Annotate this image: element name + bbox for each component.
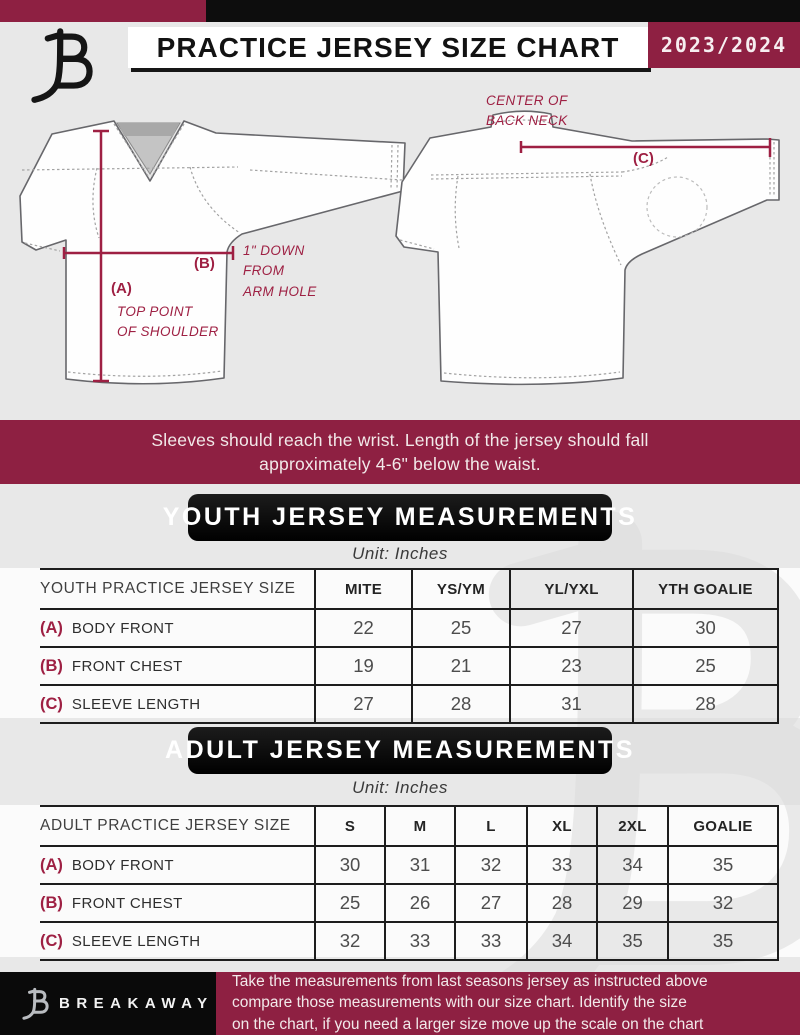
youth-section-title: YOUTH JERSEY MEASUREMENTS: [162, 503, 638, 531]
row-label: (C) SLEEVE LENGTH: [40, 922, 315, 960]
adult-section-title-box: [165, 727, 635, 774]
back-jersey-outline: [396, 111, 779, 384]
table-cell: 27: [510, 609, 633, 647]
breakaway-b-logo: [30, 26, 94, 106]
table-cell: 28: [527, 884, 597, 922]
fit-instruction-banner: [0, 420, 800, 484]
table-cell: 25: [633, 647, 778, 685]
col-header: YL/YXL: [510, 569, 633, 609]
footer-note-line-2: compare those measurements with our size chart. Identify the size: [232, 994, 687, 1012]
youth-unit-label: Unit: Inches: [352, 544, 448, 563]
measure-c-key: (C): [633, 150, 654, 167]
table-cell: 22: [315, 609, 412, 647]
table-cell: 30: [315, 846, 385, 884]
table-cell: 25: [315, 884, 385, 922]
front-collar-band: [118, 123, 179, 136]
table-cell: 35: [668, 922, 778, 960]
row-label: (B) FRONT CHEST: [40, 884, 315, 922]
col-header: MITE: [315, 569, 412, 609]
measure-a-caption: TOP POINT OF SHOULDER: [117, 304, 219, 340]
table-cell: 33: [527, 846, 597, 884]
col-header: S: [315, 806, 385, 846]
adult-unit-label: Unit: Inches: [352, 778, 448, 797]
page-title-box: [128, 27, 648, 68]
measure-a-key: (A): [111, 280, 132, 297]
adult-size-col-header: ADULT PRACTICE JERSEY SIZE: [40, 806, 315, 846]
col-header: 2XL: [597, 806, 668, 846]
table-row: [40, 846, 778, 884]
table-row: [40, 647, 778, 685]
adult-section-title: ADULT JERSEY MEASUREMENTS: [165, 736, 635, 764]
footer-note: [216, 972, 800, 1035]
season-label: 2023/2024: [660, 33, 788, 57]
table-cell: 27: [455, 884, 527, 922]
col-header: XL: [527, 806, 597, 846]
banner-line-1: Sleeves should reach the wrist. Length of the jersey should fall: [151, 429, 649, 450]
top-strip-maroon: [0, 0, 206, 22]
table-row: [40, 884, 778, 922]
youth-measurements-table: [40, 568, 779, 724]
footer-brand-block: [0, 972, 216, 1035]
top-strip-black: [206, 0, 800, 22]
table-cell: 21: [412, 647, 510, 685]
table-cell: 28: [412, 685, 510, 723]
measure-b-caption: 1" DOWN FROM ARM HOLE: [243, 243, 317, 299]
row-label: (B) FRONT CHEST: [40, 647, 315, 685]
table-cell: 34: [527, 922, 597, 960]
youth-header-row: [40, 569, 778, 609]
table-cell: 35: [597, 922, 668, 960]
youth-section-title-box: [162, 494, 638, 541]
col-header: L: [455, 806, 527, 846]
table-cell: 28: [633, 685, 778, 723]
table-cell: 31: [510, 685, 633, 723]
col-header: M: [385, 806, 455, 846]
table-cell: 26: [385, 884, 455, 922]
table-cell: 30: [633, 609, 778, 647]
table-cell: 34: [597, 846, 668, 884]
row-label: (A) BODY FRONT: [40, 846, 315, 884]
col-header: YS/YM: [412, 569, 510, 609]
page-title: PRACTICE JERSEY SIZE CHART: [156, 31, 620, 63]
col-header: GOALIE: [668, 806, 778, 846]
season-badge: [648, 22, 800, 68]
breakaway-b-logo-footer: [22, 987, 49, 1021]
table-cell: 32: [668, 884, 778, 922]
table-cell: 33: [455, 922, 527, 960]
table-cell: 32: [455, 846, 527, 884]
table-cell: 33: [385, 922, 455, 960]
table-row: [40, 922, 778, 960]
table-cell: 31: [385, 846, 455, 884]
col-header: YTH GOALIE: [633, 569, 778, 609]
table-cell: 27: [315, 685, 412, 723]
table-cell: 25: [412, 609, 510, 647]
jersey-diagrams: [0, 85, 800, 415]
measure-b-key: (B): [194, 255, 215, 272]
adult-measurements-table: [40, 805, 779, 961]
measure-c-caption: CENTER OF BACK NECK: [486, 93, 568, 129]
brand-name: BREAKAWAY: [59, 995, 214, 1012]
table-row: [40, 685, 778, 723]
table-cell: 23: [510, 647, 633, 685]
banner-line-2: approximately 4-6" below the waist.: [259, 453, 541, 474]
footer-note-line-1: Take the measurements from last seasons jersey as instructed above: [232, 972, 708, 990]
table-cell: 29: [597, 884, 668, 922]
footer-note-line-3: on the chart, if you need a larger size move up the scale on the chart: [232, 1015, 704, 1033]
table-row: [40, 609, 778, 647]
table-cell: 32: [315, 922, 385, 960]
row-label: (C) SLEEVE LENGTH: [40, 685, 315, 723]
row-label: (A) BODY FRONT: [40, 609, 315, 647]
table-cell: 35: [668, 846, 778, 884]
youth-size-col-header: YOUTH PRACTICE JERSEY SIZE: [40, 569, 315, 609]
adult-header-row: [40, 806, 778, 846]
table-cell: 19: [315, 647, 412, 685]
